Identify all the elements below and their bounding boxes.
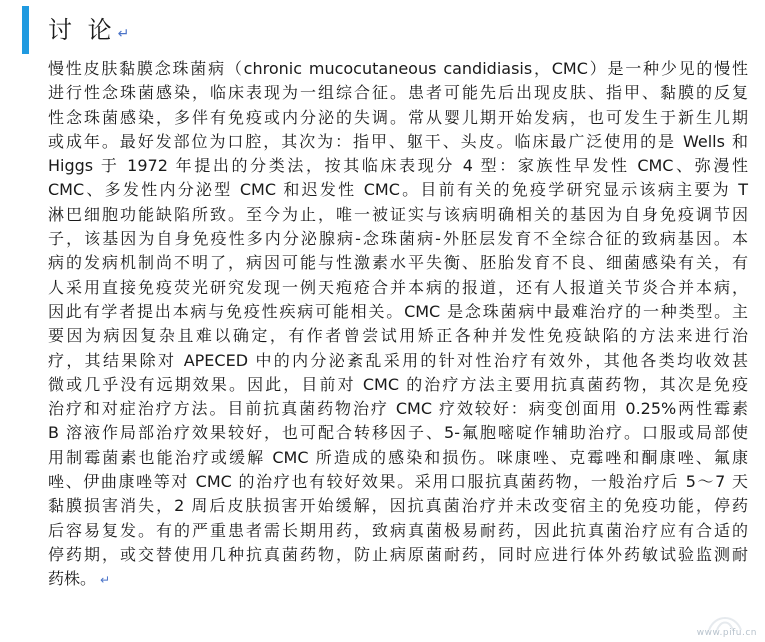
text-line: 疗，其结果除对 APECED 中的内分泌紊乱采用的针对性治疗有效外，其他各类均收效甚 — [48, 350, 748, 370]
text-line: 淋巴细胞功能缺陷所致。至今为止，唯一被证实与该病明确相关的基因为自身免疫调节因 — [48, 204, 748, 224]
text-line: CMC、多发性内分泌型 CMC 和迟发性 CMC。目前有关的免疫学研究显示该病主要为 T — [48, 180, 748, 200]
paragraph-end-mark-icon: ↵ — [100, 573, 111, 588]
text-line: 唑、伊曲康唑等对 CMC 的治疗也有较好效果。采用口服抗真菌药物，一般治疗后 5～7 天 — [48, 472, 748, 492]
text-line: 子，该基因为自身免疫性多内分泌腺病-念珠菌病-外胚层发育不全综合征的致病基因。本 — [48, 229, 748, 249]
last-line-text: 药株。 — [48, 569, 97, 589]
text-line: 用制霉菌素也能治疗或缓解 CMC 所造成的感染和损伤。咪康唑、克霉唑和酮康唑、氟康 — [48, 447, 748, 467]
section-title: 讨 论 — [48, 16, 116, 44]
paragraph-mark-icon: ↵ — [117, 26, 130, 42]
watermark-text: www.pifu.cn — [696, 628, 757, 638]
text-line: B 溶液作局部治疗效果较好，也可配合转移因子、5-氟胞嘧啶作辅助治疗。口服或局部使 — [48, 423, 748, 443]
heading-accent-bar — [22, 6, 29, 54]
discussion-paragraph — [48, 57, 748, 593]
text-line: 后容易复发。有的严重患者需长期用药，致病真菌极易耐药，因此抗真菌治疗应有合适的 — [48, 520, 748, 540]
text-line: 或成年。最好发部位为口腔，其次为：指甲、躯干、头皮。临床最广泛使用的是 Wells 和 — [48, 131, 748, 151]
text-line: 黏膜损害消失，2 周后皮肤损害开始缓解，因抗真菌治疗并未改变宿主的免疫功能，停药 — [48, 496, 748, 516]
text-line: 病的发病机制尚不明了，病因可能与性激素水平失衡、胚胎发育不良、细菌感染有关，有 — [48, 253, 748, 273]
text-line: 停药期，或交替使用几种抗真菌药物，防止病原菌耐药，同时应进行体外药敏试验监测耐 — [48, 544, 748, 564]
text-line: 微或几乎没有远期效果。因此，目前对 CMC 的治疗方法主要用抗真菌药物，其次是免疫 — [48, 374, 748, 394]
text-line: 慢性皮肤黏膜念珠菌病（chronic mucocutaneous candidiasis，CMC）是一种少见的慢性 — [48, 59, 748, 78]
text-line: 要因为病因复杂且难以确定，有作者曾尝试用矫正各种并发性免疫缺陷的方法来进行治 — [48, 326, 748, 346]
text-line: 治疗和对症治疗方法。目前抗真菌药物治疗 CMC 疗效较好：病变创面用 0.25%两性霉素 — [48, 399, 748, 419]
text-line-last — [48, 567, 748, 592]
text-line: 因此有学者提出本病与免疫性疾病可能相关。CMC 是念珠菌病中最难治疗的一种类型。主 — [48, 301, 748, 321]
text-line: Higgs 于 1972 年提出的分类法，按其临床表现分 4 型：家族性早发性 CMC、弥漫性 — [48, 156, 748, 176]
text-line: 人采用直接免疫荧光研究发现一例天疱疮合并本病的报道，还有人报道关节炎合并本病， — [48, 277, 748, 297]
text-line: 进行性念珠菌感染，临床表现为一组综合征。患者可能先后出现皮肤、指甲、黏膜的反复 — [48, 83, 748, 103]
section-heading — [48, 10, 129, 54]
text-line: 性念珠菌感染，多伴有免疫或内分泌的失调。常从婴儿期开始发病，也可发生于新生儿期 — [48, 107, 748, 127]
